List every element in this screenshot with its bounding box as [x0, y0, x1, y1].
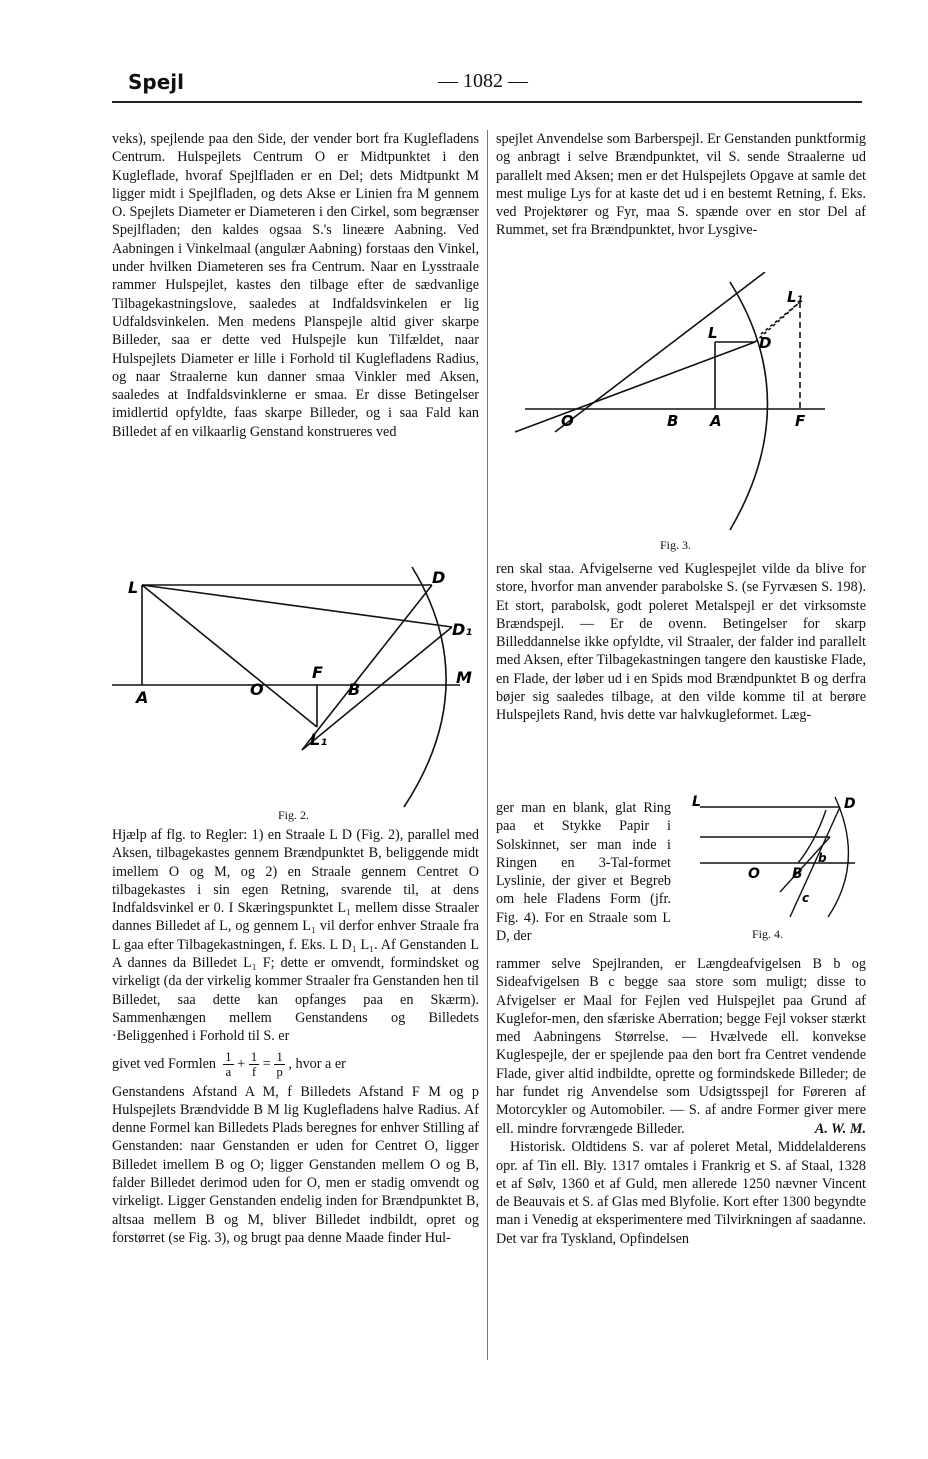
fig2-label-O: O [250, 680, 264, 699]
fig3-label-O: O [561, 412, 574, 430]
fig4-label-L: L [692, 794, 701, 810]
fig4-reflected-edge [790, 807, 840, 917]
left-paragraph-3: Genstandens Afstand A M, f Billedets Afstand F M og p Hulspejlets Brændvidde B M lig Kuglefladens halve Radius. Af denne Formel kan Billedets Plads beregnes for enhver Stilling af Genstanden: naar Genstanden er uden for Centret O, ligger Billedet imellem B og O; ligger Genstanden mellem O og B, falder Billedet derimod uden for O, men er stadig omvendt og virkeligt. Ligger Genstanden endelig inden for Brændpunktet B, altsaa mellem B og M, bliver Billedet indbildt, opret og forstørret (se Fig. 3), og brugt paa denne Maade finder Hul- [112, 1083, 479, 1246]
fig3-label-B: B [667, 412, 679, 430]
formula-plus: + [237, 1055, 246, 1072]
right-column-continued [496, 560, 866, 725]
fig2-label-L: L [128, 578, 139, 597]
right-column-wrap [496, 799, 671, 945]
fig2-label-D: D [432, 568, 446, 587]
fraction-1-over-f: $\frac{1}{f}$ [250, 1048, 258, 1079]
fig4-mirror-arc [828, 797, 848, 917]
figure-2 [112, 555, 482, 820]
fig2-label-M: M [456, 668, 472, 687]
fraction-1-over-a: $\frac{1}{a}$ [225, 1048, 232, 1079]
right-paragraph-5: Historisk. Oldtidens S. var af poleret Metal, Middelalderens opr. af Tin ell. Bly. 1317 omtales i Frankrig et S. af Staal, 1328 et af Sølv, 1360 et af Guld, men allerede 1250 nævner Vincent de Beauvais et S. af Glas med Blyfolie. Kort efter 1300 begyndte man i Venedig at eksperimentere med Tilvirkningen af saadanne. Det var fra Tyskland, Opfindelsen [496, 1139, 866, 1247]
fig3-label-A: A [710, 412, 722, 430]
fig2-label-B: B [348, 680, 361, 699]
right-column-bottom [496, 955, 866, 1248]
right-paragraph-4: rammer selve Spejlranden, er Længdeafvigelsen B b og Sideafvigelsen B c begge saa store som muligt; disse to Afvigelser er Maal for Fejlen ved Hulspejlet paa Grund af Kuglefor-men, den sfæriske Aberration; begge Fejl vokser stærkt med Aabningens Størrelse. — Hvælvede ell. konvekse Kuglespejle, der er spejlende paa den bort fra Centret vendende Flade, giver altid indbildte, oprette og formindskede Billeder; de har fundet rig Anvendelse som Udsigtsspejl for Føreren af Motorcykler og Automobiler. — S. af andre Former giver mere ell. mindre forvrængede Billeder. [496, 956, 866, 1137]
formula-equals: = [262, 1055, 271, 1072]
fig2-caption: Fig. 2. [278, 808, 310, 822]
running-head-word: Spejl [128, 70, 184, 94]
fig4-label-c: c [802, 891, 810, 905]
fig3-mirror-arc [730, 282, 768, 530]
formula-line [112, 1050, 479, 1079]
fraction-1-over-p: $\frac{1}{p}$ [276, 1048, 283, 1079]
fig2-ray-LD1 [142, 585, 452, 627]
header-rule [112, 101, 862, 103]
fig4-label-B: B [792, 866, 803, 882]
fig4-caption: Fig. 4. [752, 927, 784, 941]
left-paragraph-2: Hjælp af flg. to Regler: 1) en Straale L D (Fig. 2), parallel med Aksen, tilbagekastes gennem Brændpunktet B, beliggende midt imellem O og M, og 2) en Straale gennem Centret O tilbagekastes i sin egen Retning, svarende til, at dens Indfaldsvinkel er 0. I Skæringspunktet L₁ mellem disse Straaler dannes Billedet af L, og gennem L₁ vil derfor enhver Straale fra L gaa efter Tilbagekastningen, f. Eks. L D₁ L₁. Af Genstanden L A dannes da Billedet L₁ F; dette er omvendt, formindsket og virkeligt (da der virkelig kommer Straaler fra Genstanden hen til Billedet, saa dette kan opfanges paa en Skærm). Sammenhængen mellem Genstandens og Billedets ·Beliggenhed i Forhold til S. er [112, 827, 479, 1045]
right-column [496, 130, 866, 240]
formula-after: , hvor a er [288, 1055, 346, 1072]
left-paragraph-1: veks), spejlende paa den Side, der vender bort fra Kuglefladens Centrum. Hulspejlets Centrum O er Midtpunktet i den Kugleflade, hvoraf Spejlfladen er en Del; dets Midtpunkt M ligger midt i Spejlfladen, og dets Akse er Linien fra M gennem O. Spejlets Diameter er Diameteren i den Cirkel, som begrænser Spejlfladen; den kaldes ogsaa S.'s lineære Aabning. Ved Aabningen i Vinkelmaal (angulær Aabning) forstaas den Vinkel, under hvilken Diameteren ses fra Centrum. Naar en Lysstraale rammer Hulspejlet, kastes den tilbage efter de sædvanlige Tilbagekastningslove, saaledes at Indfaldsvinkelen er lig Udfaldsvinkelen. Men medens Planspejle altid giver skarpe Billeder, saa er dette ved Hulspejle kun Tilfældet, naar Hulspejlets Diameter er lille i Forhold til Kuglefladens Radius, og naar Straalerne kun danner smaa Vinkler med Aksen, saaledes at Indfaldsvinklerne er smaa. Er disse Betingelser imidlertid opfyldte, faas skarpe Billeder, og i saa Fald kan Billedet af en vilkaarlig Genstand konstrueres ved [112, 131, 479, 440]
fig4-label-O: O [748, 866, 760, 882]
formula-intro: givet ved Formlen [112, 1055, 217, 1072]
fig3-virtual-ray-2 [761, 302, 800, 334]
fig3-label-D: D [759, 334, 772, 352]
fig3-reflected-2 [555, 272, 765, 432]
fig2-label-D1: D₁ [452, 620, 473, 639]
fig3-label-L1: L₁ [787, 288, 804, 306]
fig4-label-b: b [818, 851, 827, 865]
right-paragraph-2: ren skal staa. Afvigelserne ved Kuglespejlet vilde da blive for store, hvorfor man anvender parabolske S. (se Fyrvæsen S. 198). Et stort, parabolsk, godt poleret Metalspejl er det virksomste Brændspejl. — Er de ovenn. Betingelser for skarp Billeddannelse ikke opfyldte, vil Straaler, der falder ind parallelt med Aksen, efter Tilbagekastningen tangere den kaustiske Flade, en Flade, der løber ud i en Spids mod Brændpunktet B og derfra bøjer sig saaledes tilbage, at den vilde komme til at berøre Hulspejlets Rand, hvis dette var halvkugleformet. Læg- [496, 561, 866, 724]
right-paragraph-3-wrap: ger man en blank, glat Ring paa et Stykke Papir i Solskinnet, ser man inde i Ringen en 3-Tal-formet Lyslinie, der giver et Begreb om hele Fladens Form (jfr. Fig. 4). For en Straale som L D, der [496, 800, 671, 945]
fig3-label-L: L [708, 324, 718, 342]
column-divider [487, 130, 488, 1360]
fig2-label-L1: L₁ [310, 730, 328, 749]
fig3-caption: Fig. 3. [660, 538, 692, 552]
left-column-continued [112, 826, 479, 1247]
page-number: — 1082 — [438, 70, 528, 92]
left-column [112, 130, 479, 441]
figure-4 [680, 792, 866, 922]
right-paragraph-1: spejlet Anvendelse som Barberspejl. Er Genstanden punktformig og anbragt i selve Brændpunktet, vil S. sende Straalerne ud parallelt med Aksen; men er det Hulspejlets Opgave at samle det mest mulige Lys for at kaste det ud i en bestemt Retning, f. Eks. ved Projektører og Fyr, maa S. spænde over en stor Del af Rummet, set fra Brændpunktet, hvor Lysgive- [496, 131, 866, 239]
page-header [0, 0, 928, 110]
figure-3 [505, 272, 835, 537]
fig2-ray-LO [142, 585, 317, 727]
fig2-label-A: A [136, 688, 149, 707]
fig3-label-F: F [795, 412, 806, 430]
fig2-mirror-arc [404, 567, 446, 807]
signature: A. W. M. [814, 1120, 866, 1137]
fig4-label-D: D [844, 796, 856, 812]
fig2-label-F: F [312, 663, 323, 682]
